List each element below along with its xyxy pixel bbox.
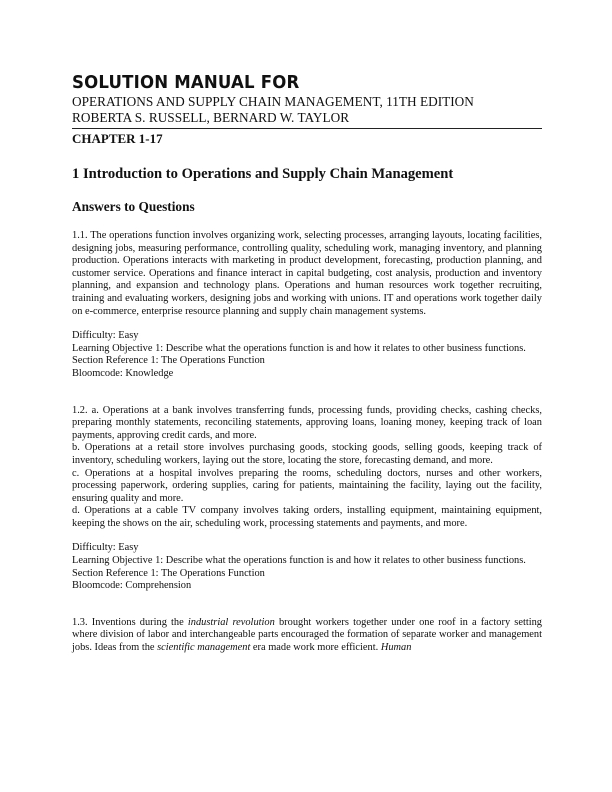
italic-term-human: Human (380, 642, 412, 654)
answer-1-2-part-b: b. Operations at a retail store involves purchasing goods, stocking goods, selling goods, keeping track of inventory, scheduling workers, laying out the store, locating the store, forecasting demand, and more. (72, 442, 542, 466)
page-content (72, 72, 542, 655)
difficulty-label: Difficulty: Easy (72, 330, 139, 342)
bloomcode: Bloomcode: Comprehension (72, 580, 192, 592)
section-reference: Section Reference 1: The Operations Function (72, 567, 265, 579)
answer-1-2 (72, 405, 542, 593)
learning-objective: Learning Objective 1: Describe what the operations function is and how it relates to other business functions. (72, 555, 526, 567)
answer-1-1-text: 1.1. The operations function involves organizing work, selecting processes, arranging layouts, locating facilities, designing jobs, measuring performance, controlling quality, scheduling work, managing inventory, and planning production. Operations interacts with marketing in product development, forecasting, production planning, and customer service. Operations and finance interact in capital budgeting, cost analysis, production and inventory planning, and expansion and technology plans. Operations and human resources work together recruiting, training and evaluating workers, designing jobs and working with unions. IT and operations work together daily on e-commerce, enterprise resource planning and supply chain management systems. (72, 230, 542, 317)
answer-1-2-meta (72, 542, 542, 592)
section-heading: Answers to Questions (72, 199, 195, 214)
learning-objective: Learning Objective 1: Describe what the operations function is and how it relates to other business functions. (72, 342, 526, 354)
italic-term-industrial-revolution: industrial revolution (187, 616, 275, 628)
answer-1-3-text-part: era made work more efficient. (250, 642, 381, 654)
book-title: OPERATIONS AND SUPPLY CHAIN MANAGEMENT, 11TH EDITION (72, 94, 474, 109)
answer-1-1 (72, 230, 542, 381)
difficulty-label: Difficulty: Easy (72, 542, 139, 554)
chapter-title: 1 Introduction to Operations and Supply Chain Management (72, 166, 454, 182)
italic-term-scientific-management: scientific management (157, 642, 251, 654)
answer-1-2-part-a: 1.2. a. Operations at a bank involves transferring funds, processing funds, providing checks, cashing checks, preparing monthly statements, reconciling statements, approving loans, loaning money, keeping track of loan payments, approving credit cards, and more. (72, 404, 542, 441)
book-authors: ROBERTA S. RUSSELL, BERNARD W. TAYLOR (72, 110, 350, 125)
answer-1-2-part-d: d. Operations at a cable TV company involves taking orders, installing equipment, maintaining equipment, keeping the shows on the air, scheduling work, processing statements and payments, and more. (72, 505, 542, 529)
answer-1-1-meta (72, 330, 542, 380)
answer-1-3 (72, 617, 542, 655)
bloomcode: Bloomcode: Knowledge (72, 367, 174, 379)
answer-1-3-text-part: 1.3. Inventions during the (72, 616, 188, 628)
header-divider (72, 128, 542, 129)
answer-1-3-text (72, 617, 542, 655)
answer-1-3-text-part: brought workers together under one roof in a factory setting where division of labor and interchangeable parts encouraged the formation of separate worker and management jobs. Ideas from the (72, 616, 543, 654)
chapter-range: CHAPTER 1-17 (72, 131, 163, 146)
answer-1-2-part-c: c. Operations at a hospital involves preparing the rooms, scheduling doctors, nurses and other workers, processing paperwork, ordering supplies, caring for patients, maintaining the facility, laying out the facility, ensuring quality and more. (72, 467, 542, 504)
solution-manual-title: SOLUTION MANUAL FOR (72, 72, 300, 93)
section-reference: Section Reference 1: The Operations Function (72, 355, 265, 367)
